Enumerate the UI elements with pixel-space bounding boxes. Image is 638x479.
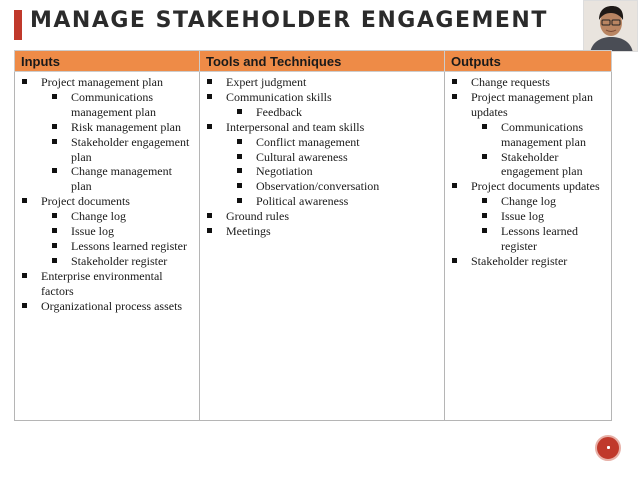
slide-nav-button[interactable] (595, 435, 621, 461)
outputs-cell (445, 72, 612, 421)
presenter-avatar (583, 0, 638, 52)
list-item: Change log (19, 209, 195, 224)
list-item: Issue log (19, 224, 195, 239)
list-item: Organizational process assets (19, 299, 195, 314)
list-item: Change management plan (19, 164, 195, 194)
process-table (14, 50, 612, 421)
list-item: Communications management plan (19, 90, 195, 120)
inputs-cell (15, 72, 200, 421)
list-item: Risk management plan (19, 120, 195, 135)
table-body-row (15, 72, 612, 421)
header-inputs: Inputs (15, 51, 200, 72)
list-item: Project management plan updates (449, 90, 607, 120)
list-item: Stakeholder register (449, 254, 607, 269)
header-outputs: Outputs (445, 51, 612, 72)
list-item: Stakeholder engagement plan (19, 135, 195, 165)
title-accent-bar (14, 10, 22, 40)
list-item: Change log (449, 194, 607, 209)
list-item: Project management plan (19, 75, 195, 90)
list-item: Interpersonal and team skills (204, 120, 440, 135)
presenter-photo-icon (584, 1, 638, 52)
list-item: Meetings (204, 224, 440, 239)
list-item: Stakeholder register (19, 254, 195, 269)
list-item: Political awareness (204, 194, 440, 209)
nav-dot-icon (607, 446, 610, 449)
list-item: Observation/conversation (204, 179, 440, 194)
header-tools: Tools and Techniques (200, 51, 445, 72)
list-item: Change requests (449, 75, 607, 90)
list-item: Lessons learned register (449, 224, 607, 254)
list-item: Enterprise environmental factors (19, 269, 195, 299)
tools-list (204, 75, 440, 239)
tools-cell (200, 72, 445, 421)
list-item: Feedback (204, 105, 440, 120)
list-item: Lessons learned register (19, 239, 195, 254)
list-item: Cultural awareness (204, 150, 440, 165)
table-header-row (15, 51, 612, 72)
list-item: Project documents updates (449, 179, 607, 194)
list-item: Ground rules (204, 209, 440, 224)
list-item: Issue log (449, 209, 607, 224)
inputs-list (19, 75, 195, 314)
list-item: Conflict management (204, 135, 440, 150)
list-item: Communications management plan (449, 120, 607, 150)
list-item: Communication skills (204, 90, 440, 105)
outputs-list (449, 75, 607, 269)
list-item: Expert judgment (204, 75, 440, 90)
list-item: Stakeholder engagement plan (449, 150, 607, 180)
list-item: Project documents (19, 194, 195, 209)
slide-title: MANAGE STAKEHOLDER ENGAGEMENT (30, 8, 548, 33)
list-item: Negotiation (204, 164, 440, 179)
